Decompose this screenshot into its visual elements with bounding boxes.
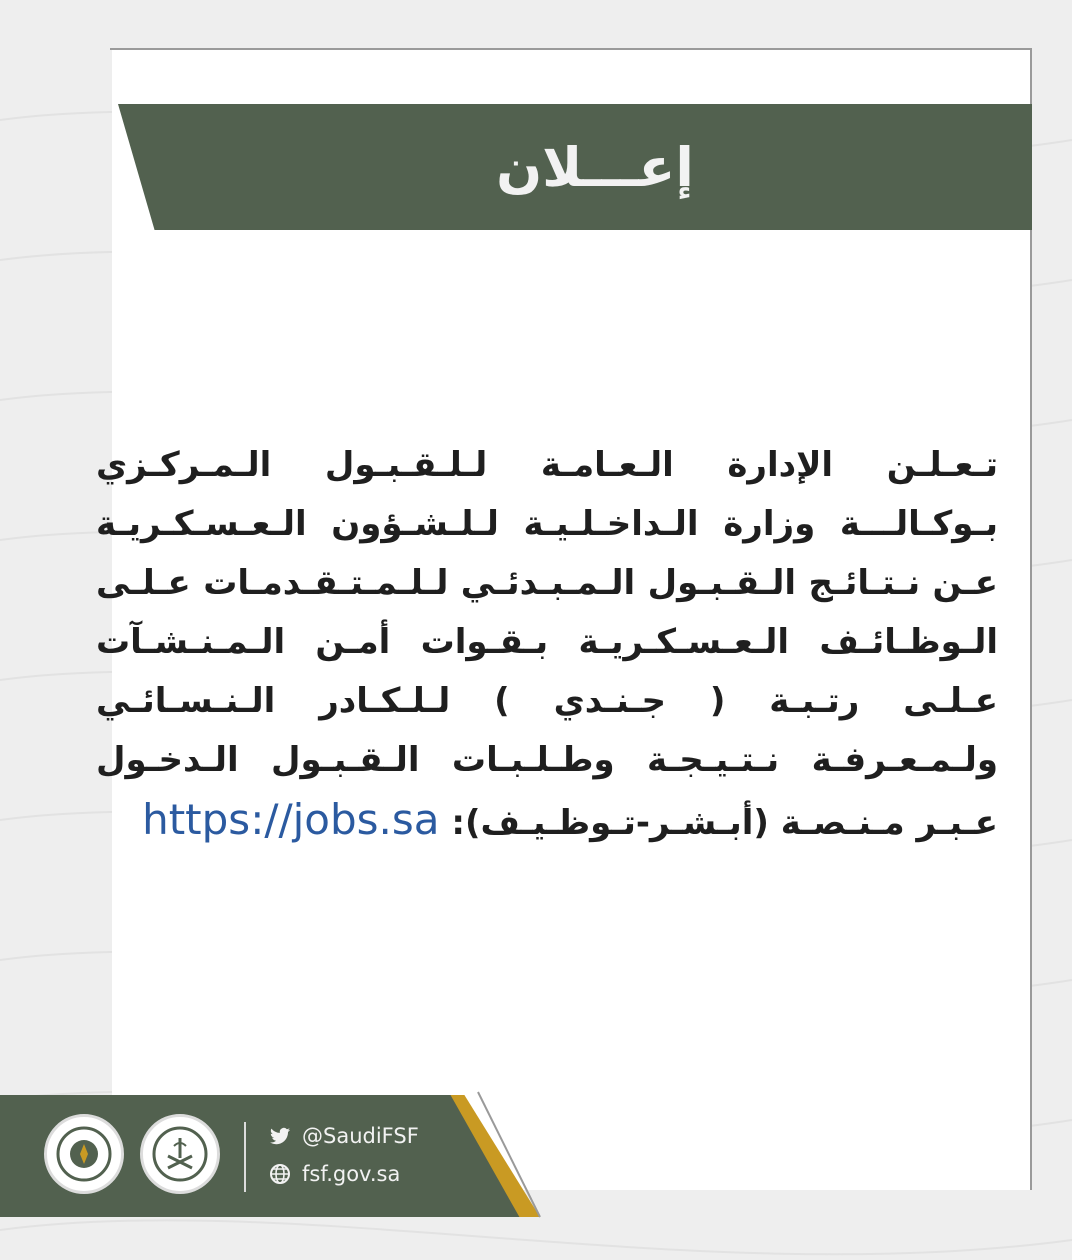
footer-divider	[244, 1122, 246, 1192]
twitter-icon	[268, 1124, 292, 1148]
announcement-text: تـعـلـن الإدارة الـعـامـة لـلـقـبـول الـمـركـزي بـوكـالـــة وزارة الـداخـلـيـة لـلـشـؤون الـعـسـكـريـة عـن نـتـائـج الـقـبـول الـمـبـدئـي لـلـمـتـقـدمـات عـلـى الـوظـائـف الـعـسـكـريـة بـقـوات أمـن الـمـنـشـآت عـلـى رتـبـة ( جـنـدي ) لـلـكـادر الـنـسـائـي ولـمـعـرفـة نـتـيـجـة وطـلـبـات الـقـبـول الـدخـول عـبـر مـنـصـة (أبـشـر-تـوظـيـف):	[96, 445, 998, 843]
fsf-emblem	[44, 1114, 124, 1194]
saudi-emblem	[140, 1114, 220, 1194]
announcement-body	[96, 436, 998, 853]
announcement-title: إعـــلان	[496, 135, 694, 199]
twitter-handle: @SaudiFSF	[302, 1124, 419, 1148]
twitter-contact[interactable]	[268, 1124, 419, 1148]
website-contact[interactable]	[268, 1162, 400, 1186]
globe-icon	[268, 1162, 292, 1186]
website-url: fsf.gov.sa	[302, 1162, 401, 1186]
jobs-link[interactable]: https://jobs.sa	[142, 795, 440, 844]
